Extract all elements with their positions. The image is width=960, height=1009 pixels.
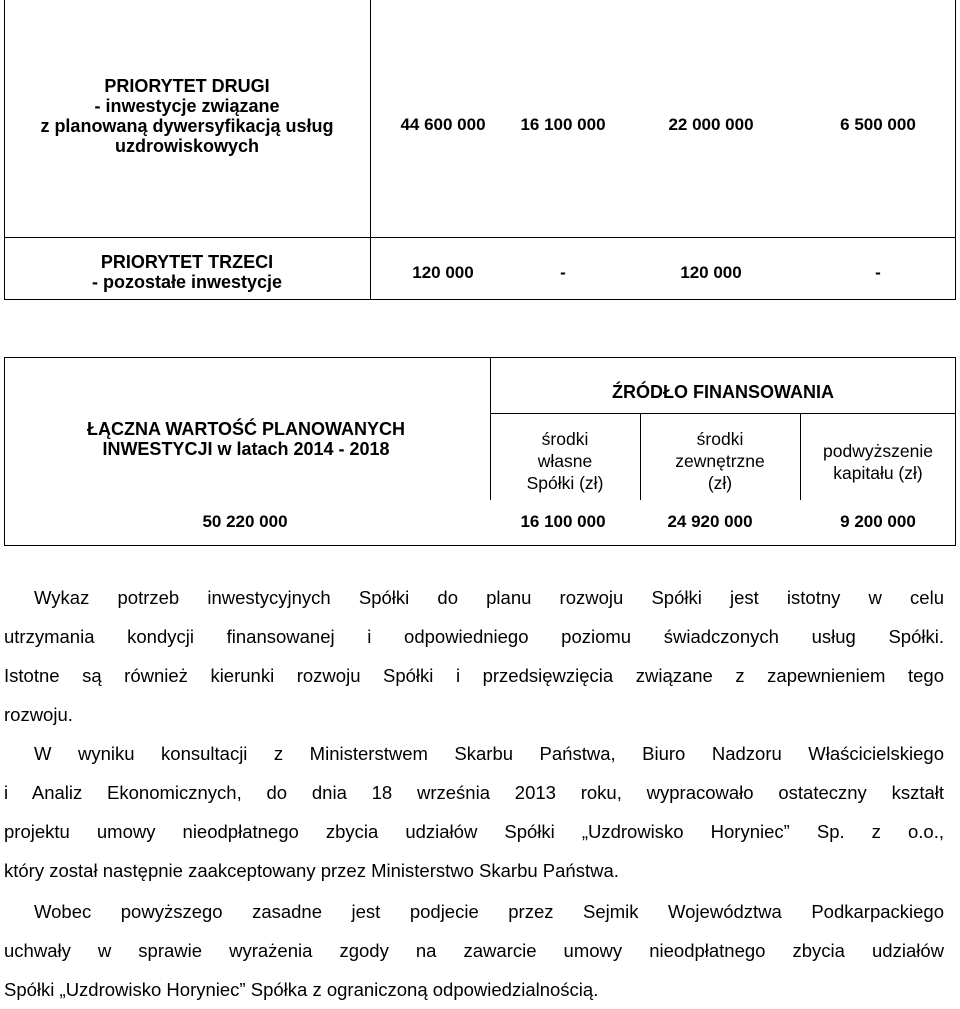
- financing-source-header: ŹRÓDŁO FINANSOWANIA: [612, 382, 834, 402]
- value-cell: -: [560, 263, 566, 282]
- value-cell: 120 000: [680, 263, 742, 282]
- value-cell: 120 000: [412, 263, 474, 282]
- value-cell: 6 500 000: [840, 115, 916, 134]
- table-border: [640, 413, 641, 500]
- capital-increase-value: 9 200 000: [840, 512, 916, 531]
- table-border: [4, 545, 956, 546]
- paragraph-line: Wykaz potrzeb inwestycyjnych Spółki do planu rozwoju Spółki jest istotny w celu: [34, 587, 944, 608]
- capital-increase-header: podwyższenie kapitału (zł): [823, 441, 933, 483]
- paragraph-line: Istotne są również kierunki rozwoju Spółki i przedsięwzięcia związane z zapewnieniem tego: [4, 665, 944, 686]
- table-border: [490, 413, 956, 414]
- value-cell: 22 000 000: [668, 115, 754, 134]
- external-funds-value: 24 920 000: [667, 512, 753, 531]
- table-border: [4, 237, 956, 238]
- table-border: [4, 357, 956, 358]
- table-border: [370, 0, 371, 300]
- paragraph: [4, 734, 944, 890]
- paragraph-line: Wobec powyższego zasadne jest podjecie przez Sejmik Województwa Podkarpackiego: [34, 901, 944, 922]
- paragraph-line: który został następnie zaakceptowany przez Ministerstwo Skarbu Państwa.: [4, 860, 619, 881]
- table-border: [4, 299, 956, 300]
- own-funds-value: 16 100 000: [520, 512, 606, 531]
- table-border: [4, 0, 5, 300]
- paragraph-line: rozwoju.: [4, 704, 73, 725]
- table-border: [490, 357, 491, 500]
- table-border: [4, 357, 5, 546]
- paragraph: [4, 578, 944, 734]
- paragraph-line: i Analiz Ekonomicznych, do dnia 18 września 2013 roku, wypracowało ostateczny kształt: [4, 782, 944, 803]
- own-funds-header: środki własne Spółki (zł): [526, 429, 604, 493]
- table-border: [955, 357, 956, 546]
- row-label: PRIORYTET DRUGI - inwestycje związane z planowaną dywersyfikacją usług uzdrowiskowych: [40, 76, 334, 156]
- table-border: [955, 0, 956, 300]
- paragraph-line: Spółki „Uzdrowisko Horyniec” Spółka z ograniczoną odpowiedzialnością.: [4, 979, 599, 1000]
- value-cell: 16 100 000: [520, 115, 606, 134]
- value-cell: 44 600 000: [400, 115, 486, 134]
- paragraph-line: projektu umowy nieodpłatnego zbycia udziałów Spółki „Uzdrowisko Horyniec” Sp. z o.o.,: [4, 821, 944, 842]
- paragraph-line: utrzymania kondycji finansowanej i odpowiedniego poziomu świadczonych usług Spółki.: [4, 626, 944, 647]
- total-value-label: ŁĄCZNA WARTOŚĆ PLANOWANYCH INWESTYCJI w latach 2014 - 2018: [87, 419, 405, 459]
- paragraph-line: uchwały w sprawie wyrażenia zgody na zawarcie umowy nieodpłatnego zbycia udziałów: [4, 940, 944, 961]
- external-funds-header: środki zewnętrzne (zł): [675, 429, 765, 493]
- table-border: [800, 413, 801, 500]
- row-label: PRIORYTET TRZECI - pozostałe inwestycje: [91, 252, 283, 292]
- paragraph-line: W wyniku konsultacji z Ministerstwem Skarbu Państwa, Biuro Nadzoru Właścicielskiego: [34, 743, 944, 764]
- total-value: 50 220 000: [202, 512, 288, 531]
- value-cell: -: [875, 263, 881, 282]
- paragraph: [4, 892, 944, 1009]
